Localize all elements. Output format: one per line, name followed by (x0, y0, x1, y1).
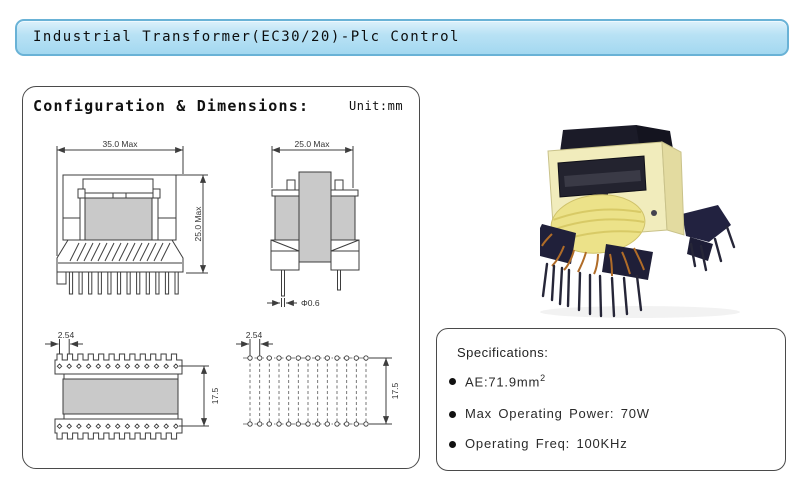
unit-label: Unit:mm (349, 99, 404, 113)
footprint-row-spacing-label: 17.5 (390, 382, 400, 400)
spec-ae-superscript: 2 (540, 373, 546, 383)
front-width-label: 35.0 Max (102, 139, 138, 149)
footprint-drawing (236, 330, 400, 426)
side-view-drawing (267, 139, 359, 308)
spec-item-operating-freq (449, 436, 628, 451)
front-view-drawing (57, 139, 208, 294)
side-pin-diameter-label: Φ0.6 (301, 298, 320, 308)
spec-item-text (465, 373, 545, 389)
front-pins (57, 272, 178, 294)
product-photo (540, 118, 790, 318)
footprint-pitch-label: 2.54 (245, 330, 263, 340)
spec-item-max-power (449, 406, 650, 421)
panel-title: Configuration & Dimensions: (33, 97, 310, 115)
bottom-pitch-label: 2.54 (57, 330, 75, 340)
side-width-label: 25.0 Max (294, 139, 330, 149)
spec-ae-value: AE:71.9mm (465, 374, 541, 390)
bullet-icon (449, 441, 456, 448)
front-height-label: 25.0 Max (193, 206, 203, 242)
page-title: Industrial Transformer(EC30/20)-Plc Control (33, 29, 460, 45)
spec-item-text: Operating Freq: 100KHz (465, 436, 628, 451)
transformer-photo (540, 125, 740, 318)
bullet-icon (449, 411, 456, 418)
bottom-row-spacing-label: 17.5 (210, 387, 220, 405)
bullet-icon (449, 378, 456, 385)
spec-item-ae (449, 373, 545, 389)
bottom-view-drawing (45, 330, 220, 439)
specifications-box (436, 328, 786, 471)
specifications-title: Specifications: (457, 345, 549, 360)
spec-item-text: Max Operating Power: 70W (465, 406, 650, 421)
column-dashed-lines (250, 358, 366, 424)
